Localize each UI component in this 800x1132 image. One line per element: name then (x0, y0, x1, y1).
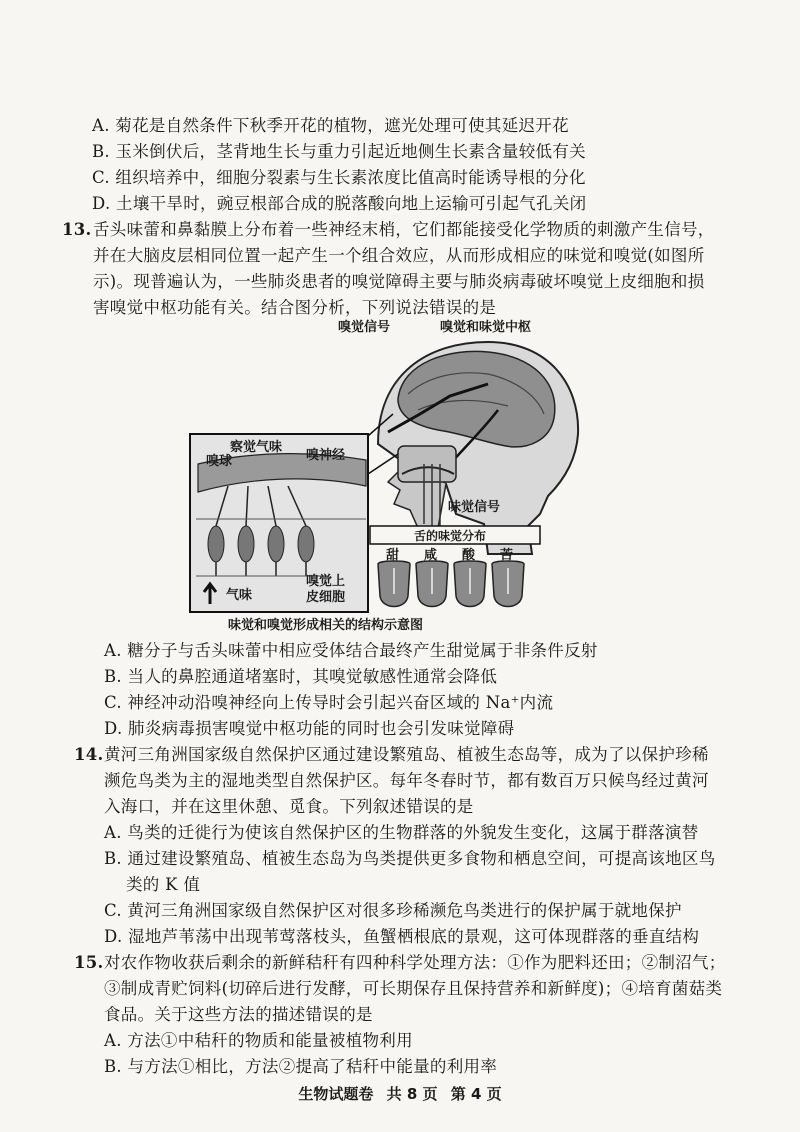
q15-option-a: A. 方法①中秸秆的物质和能量被植物利用 (104, 1031, 413, 1050)
tongue-diagrams (378, 561, 524, 607)
q15-option-b: B. 与方法①相比，方法②提高了秸秆中能量的利用率 (104, 1057, 498, 1076)
figure-caption: 味觉和嗅觉形成相关的结构示意图 (228, 618, 424, 633)
q13-stem-4: 害嗅觉中枢功能有关。结合图分析，下列说法错误的是 (93, 298, 497, 317)
page-footer (0, 1083, 800, 1104)
q13-stem-3: 示)。现普遍认为，一些肺炎患者的嗅觉障碍主要与肺炎病毒破坏嗅觉上皮细胞和损 (93, 272, 705, 291)
q15-stem-3: 食品。关于这些方法的描述错误的是 (104, 1005, 373, 1024)
q12-option-c: C. 组织培养中，细胞分裂素与生长素浓度比值高时能诱导根的分化 (92, 168, 586, 187)
figure-label-tongue-title: 舌的味觉分布 (414, 529, 487, 543)
figure-label-odor: 气味 (226, 588, 253, 603)
q13-stem-1: 舌头味蕾和鼻黏膜上分布着一些神经末梢，它们都能接受化学物质的刺激产生信号， (93, 220, 715, 239)
q14-stem-3: 入海口，并在这里休憩、觅食。下列叙述错误的是 (104, 797, 474, 816)
footer-total: 共 8 页 (386, 1085, 438, 1103)
q13-option-c: C. 神经冲动沿嗅神经向上传导时会引起兴奋区域的 Na⁺内流 (104, 693, 554, 712)
figure-label-olfactory-signal: 嗅觉信号 (338, 320, 391, 335)
q15-stem-2: ③制成青贮饲料(切碎后进行发酵，可长期保存且保持营养和新鲜度)；④培育菌菇类 (104, 979, 723, 998)
q12-option-b: B. 玉米倒伏后，茎背地生长与重力引起近地侧生长素含量较低有关 (92, 142, 586, 161)
inset-connector-bottom (368, 454, 398, 474)
figure-label-nerve: 嗅神经 (306, 448, 346, 463)
figure-label-epithelium-2: 皮细胞 (306, 590, 346, 605)
taste-sweet: 甜 (386, 548, 400, 563)
q13-option-b: B. 当人的鼻腔通道堵塞时，其嗅觉敏感性通常会降低 (104, 667, 498, 686)
taste-smell-figure (188, 314, 590, 634)
footer-subject: 生物试题卷 (298, 1085, 374, 1103)
q13-number: 13. (62, 220, 92, 239)
q14-stem-1: 黄河三角洲国家级自然保护区通过建设繁殖岛、植被生态岛等，成为了以保护珍稀 (104, 745, 709, 764)
footer-page: 第 4 页 (450, 1085, 502, 1103)
nasal-cavity (398, 446, 456, 482)
figure-label-bulb: 嗅球 (206, 454, 233, 469)
q14-option-b-cont: 类的 K 值 (126, 875, 201, 894)
q14-option-c: C. 黄河三角洲国家级自然保护区对很多珍稀濒危鸟类进行的保护属于就地保护 (104, 901, 682, 920)
q13-stem-2: 并在大脑皮层相同位置一起产生一个组合效应，从而形成相应的味觉和嗅觉(如图所 (93, 246, 705, 265)
q13-option-d: D. 肺炎病毒损害嗅觉中枢功能的同时也会引发味觉障碍 (104, 719, 515, 738)
taste-bitter: 苦 (500, 548, 514, 563)
q15-number: 15. (74, 953, 104, 972)
q13-option-a: A. 糖分子与舌头味蕾中相应受体结合最终产生甜觉属于非条件反射 (104, 641, 598, 660)
figure-label-taste-signal: 味觉信号 (448, 500, 501, 515)
figure-label-sense-smell: 察觉气味 (230, 440, 283, 455)
q12-option-d: D. 土壤干旱时，豌豆根部合成的脱落酸向地上运输可引起气孔关闭 (92, 194, 587, 213)
q14-option-b: B. 通过建设繁殖岛、植被生态岛为鸟类提供更多食物和栖息空间，可提高该地区鸟 (104, 849, 716, 868)
figure-label-epithelium-1: 嗅觉上 (306, 574, 346, 589)
taste-salty: 咸 (424, 548, 438, 563)
figure-label-center: 嗅觉和味觉中枢 (440, 320, 532, 335)
q14-number: 14. (74, 745, 104, 764)
q12-option-a: A. 菊花是自然条件下秋季开花的植物，遮光处理可使其延迟开花 (92, 116, 569, 135)
q15-stem-1: 对农作物收获后剩余的新鲜秸秆有四种科学处理方法：①作为肥料还田；②制沼气； (104, 953, 726, 972)
q14-option-a: A. 鸟类的迁徙行为使该自然保护区的生物群落的外貌发生变化，这属于群落演替 (104, 823, 699, 842)
taste-sour: 酸 (462, 548, 476, 563)
q14-stem-2: 濒危鸟类为主的湿地类型自然保护区。每年冬春时节，都有数百万只候鸟经过黄河 (104, 771, 709, 790)
q14-option-d: D. 湿地芦苇荡中出现苇莺落枝头，鱼蟹栖根底的景观，这可体现群落的垂直结构 (104, 927, 700, 946)
